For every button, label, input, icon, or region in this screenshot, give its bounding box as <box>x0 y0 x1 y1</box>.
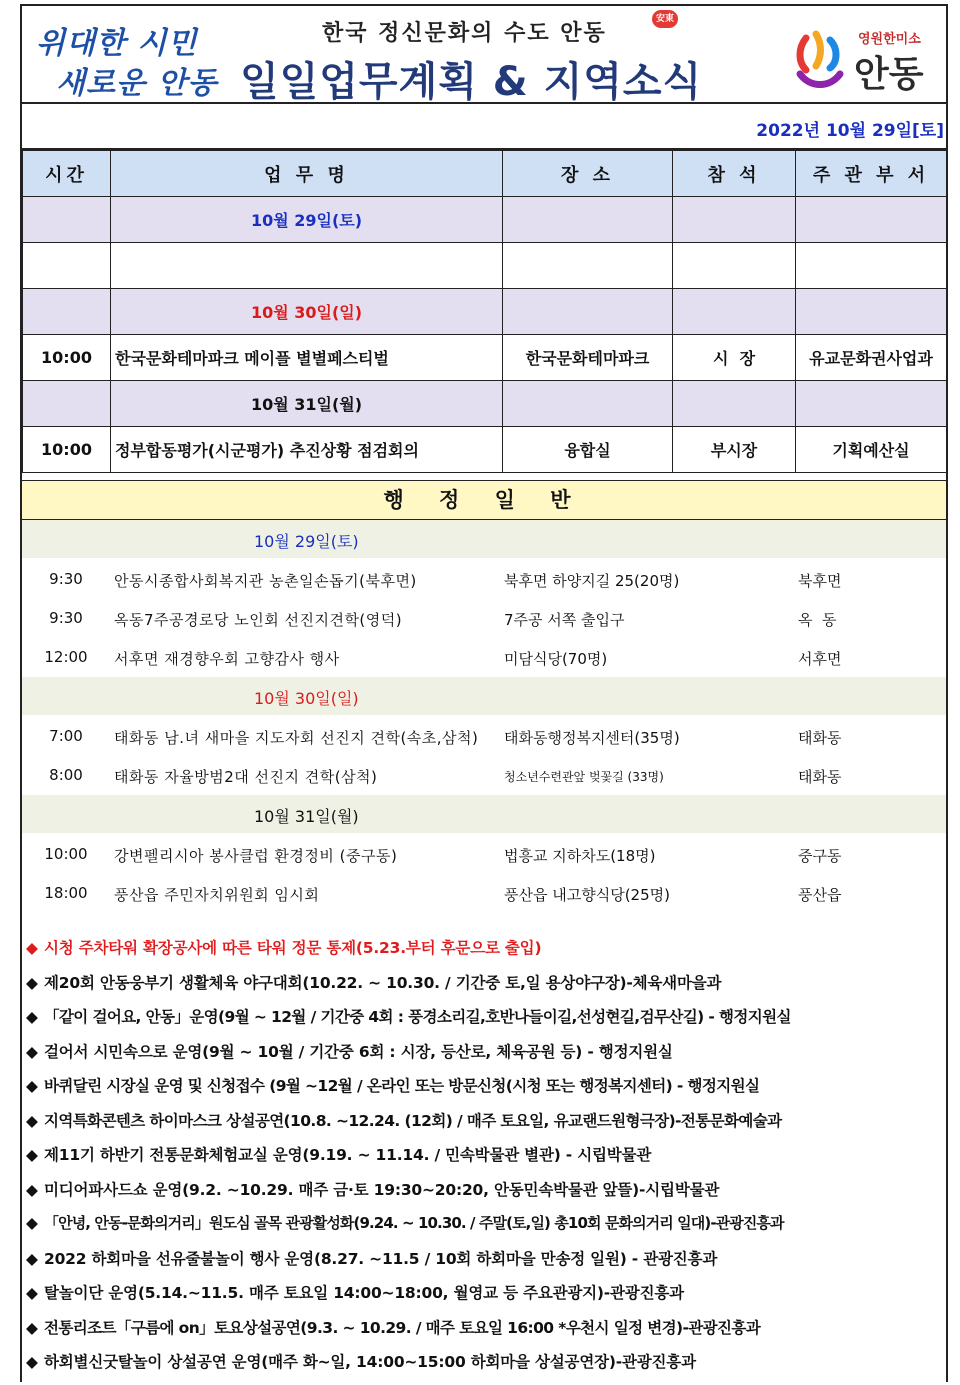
schedule-header-row <box>23 151 947 197</box>
diamond-bullet-icon: ◆ <box>26 1008 38 1026</box>
admin-row <box>22 599 946 637</box>
day-label: 10월 30일(일) <box>111 289 503 335</box>
item-attend: 부시장 <box>673 427 796 473</box>
admin-event: 태화동 자율방범2대 선진지 견학(삼척) <box>114 768 378 786</box>
day-label: 10월 31일(월) <box>111 381 503 427</box>
admin-row <box>22 717 946 755</box>
admin-day-label: 10월 29일(토) <box>254 532 359 551</box>
admin-dept: 풍산읍 <box>798 886 842 904</box>
slogan <box>28 14 228 102</box>
notice-text: 바퀴달린 시장실 운영 및 신청접수 (9월 ~12월 / 온라인 또는 방문신청(시청 또는 행정복지센터) - 행정지원실 <box>44 1077 760 1095</box>
col-place: 장 소 <box>503 151 673 197</box>
schedule-day-row <box>23 289 947 335</box>
schedule-blank-row <box>23 243 947 289</box>
col-time: 시간 <box>23 151 111 197</box>
notice-text: 전통리조트「구름에 on」토요상설공연(9.3. ~ 10.29. / 매주 토요일 16:00 *우천시 일정 변경)-관광진흥과 <box>44 1318 761 1337</box>
admin-place: 법흥교 지하차도(18명) <box>504 847 656 865</box>
header <box>22 4 946 104</box>
day-label: 10월 29일(토) <box>111 197 503 243</box>
item-attend: 시 장 <box>673 335 796 381</box>
slogan-line-1: 위대한 시민 <box>36 26 198 61</box>
admin-row <box>22 638 946 676</box>
diamond-bullet-icon: ◆ <box>26 973 38 992</box>
notice-item <box>26 1005 946 1040</box>
notice-item <box>26 1040 946 1075</box>
admin-time: 18:00 <box>44 884 88 902</box>
admin-dept: 태화동 <box>798 729 842 747</box>
item-place: 한국문화테마파크 <box>503 335 673 381</box>
admin-time: 9:30 <box>49 570 83 588</box>
col-task: 업 무 명 <box>111 151 503 197</box>
notice-item <box>26 1109 946 1144</box>
logo-text: 안동 <box>854 54 924 95</box>
item-dept: 기획예산실 <box>796 427 947 473</box>
admin-time: 9:30 <box>49 609 83 627</box>
admin-dept: 옥 동 <box>798 611 837 629</box>
diamond-bullet-icon: ◆ <box>26 939 38 957</box>
admin-event: 서후면 재경향우회 고향감사 행사 <box>114 650 340 668</box>
diamond-bullet-icon: ◆ <box>26 1146 38 1164</box>
diamond-bullet-icon: ◆ <box>26 1111 38 1130</box>
notice-text: 걸어서 시민속으로 운영(9월 ~ 10월 / 기간중 6회 : 시장, 등산로, 체육공원 등) - 행정지원실 <box>44 1042 673 1061</box>
notice-text: 시청 주차타워 확장공사에 따른 타워 정문 통제(5.23.부터 후문으로 출입) <box>44 939 542 957</box>
notice-text: 제11기 하반기 전통문화체험교실 운영(9.19. ~ 11.14. / 민속박물관 별관) - 시립박물관 <box>44 1146 652 1164</box>
logo-tagline: 영원한미소 <box>858 32 921 47</box>
admin-row <box>22 560 946 598</box>
diamond-bullet-icon: ◆ <box>26 1284 38 1302</box>
notice-item <box>26 1212 946 1247</box>
admin-row <box>22 874 946 912</box>
notice-text: 지역특화콘텐츠 하이마스크 상설공연(10.8. ~12.24. (12회) / 매주 토요일, 유교랜드원형극장)-전통문화예술과 <box>44 1111 782 1130</box>
diamond-bullet-icon: ◆ <box>26 1180 38 1199</box>
item-task: 한국문화테마파크 메이플 별별페스티벌 <box>111 335 503 381</box>
admin-event: 태화동 남.녀 새마을 지도자회 선진지 견학(속초,삼척) <box>114 729 479 747</box>
notice-item <box>26 1281 946 1316</box>
admin-day-label: 10월 31일(월) <box>254 807 359 826</box>
notice-item <box>26 1143 946 1178</box>
admin-time: 8:00 <box>49 766 83 784</box>
notice-item <box>26 936 946 971</box>
notice-item <box>26 1350 946 1385</box>
diamond-bullet-icon: ◆ <box>26 1042 38 1061</box>
notice-list <box>26 936 946 1385</box>
admin-day-header <box>22 795 946 833</box>
subtitle: 한국 정신문화의 수도 안동 <box>322 21 607 46</box>
admin-place: 7주공 서쪽 출입구 <box>504 611 625 629</box>
schedule-item-row <box>23 335 947 381</box>
admin-event: 옥동7주공경로당 노인회 선진지견학(영덕) <box>114 611 403 629</box>
notice-text: 「안녕, 안동-문화의거리」원도심 골목 관광활성화(9.24. ~ 10.30. / 주말(토,일) 총10회 문화의거리 일대)-관광진흥과 <box>44 1214 784 1232</box>
notice-item <box>26 1178 946 1213</box>
date-row <box>22 104 946 150</box>
admin-time: 10:00 <box>44 845 88 863</box>
admin-row <box>22 756 946 794</box>
admin-dept: 서후면 <box>798 650 842 668</box>
admin-time: 7:00 <box>49 727 83 745</box>
admin-event: 풍산읍 주민자치위원회 임시회 <box>114 886 320 904</box>
admin-day-header <box>22 677 946 715</box>
notice-item <box>26 1074 946 1109</box>
item-dept: 유교문화권사업과 <box>796 335 947 381</box>
col-attend: 참 석 <box>673 151 796 197</box>
item-place: 융합실 <box>503 427 673 473</box>
admin-place: 북후면 하양지길 25(20명) <box>504 572 680 590</box>
diamond-bullet-icon: ◆ <box>26 1214 38 1232</box>
page-title: 일일업무계획 & 지역소식 <box>240 59 703 105</box>
notice-text: 2022 하회마을 선유줄불놀이 행사 운영(8.27. ~11.5 / 10회 하회마을 만송정 일원) - 관광진흥과 <box>44 1249 718 1268</box>
admin-place: 풍산읍 내고향식당(25명) <box>504 886 670 904</box>
schedule-table <box>22 150 947 473</box>
admin-dept: 북후면 <box>798 572 842 590</box>
diamond-bullet-icon: ◆ <box>26 1318 38 1337</box>
seal-stamp: 安東 <box>652 10 678 28</box>
notice-item <box>26 1316 946 1351</box>
item-time: 10:00 <box>23 427 111 473</box>
notice-text: 제20회 안동웅부기 생활체육 야구대회(10.22. ~ 10.30. / 기간중 토,일 용상야구장)-체육새마을과 <box>44 973 722 992</box>
admin-place: 태화동행정복지센터(35명) <box>504 729 680 747</box>
admin-section-heading: 행 정 일 반 <box>22 480 946 520</box>
notice-item <box>26 971 946 1006</box>
andong-logo <box>792 16 942 100</box>
notice-item <box>26 1247 946 1282</box>
smile-logo-icon <box>792 26 848 92</box>
document <box>20 4 948 1382</box>
item-time: 10:00 <box>23 335 111 381</box>
schedule-item-row <box>23 427 947 473</box>
diamond-bullet-icon: ◆ <box>26 1077 38 1095</box>
admin-day-header <box>22 520 946 558</box>
notice-text: 「같이 걸어요, 안동」운영(9월 ~ 12월 / 기간중 4회 : 풍경소리길,호반나들이길,선성현길,검무산길) - 행정지원실 <box>44 1008 791 1026</box>
admin-place: 청소년수련관앞 벚꽃길 (33명) <box>504 770 664 784</box>
admin-dept: 중구동 <box>798 847 842 865</box>
notice-text: 미디어파사드쇼 운영(9.2. ~10.29. 매주 금·토 19:30~20:20, 안동민속박물관 앞뜰)-시립박물관 <box>44 1180 720 1199</box>
schedule-day-row <box>23 381 947 427</box>
notice-text: 하회별신굿탈놀이 상설공연 운영(매주 화~일, 14:00~15:00 하회마을 상설공연장)-관광진흥과 <box>44 1353 696 1371</box>
report-date: 2022년 10월 29일[토] <box>756 121 944 141</box>
admin-time: 12:00 <box>44 648 88 666</box>
item-task: 정부합동평가(시군평가) 추진상황 점검회의 <box>111 427 503 473</box>
diamond-bullet-icon: ◆ <box>26 1249 38 1268</box>
diamond-bullet-icon: ◆ <box>26 1353 38 1371</box>
admin-event: 안동시종합사회복지관 농촌일손돕기(북후면) <box>114 572 417 590</box>
notice-text: 탈놀이단 운영(5.14.~11.5. 매주 토요일 14:00~18:00, 월영교 등 주요관광지)-관광진흥과 <box>44 1284 684 1302</box>
admin-dept: 태화동 <box>798 768 842 786</box>
slogan-line-2: 새로운 안동 <box>56 66 218 101</box>
admin-row <box>22 835 946 873</box>
admin-day-label: 10월 30일(일) <box>254 689 359 708</box>
admin-event: 강변펠리시아 봉사클럽 환경정비 (중구동) <box>114 847 398 865</box>
schedule-day-row <box>23 197 947 243</box>
col-dept: 주 관 부 서 <box>796 151 947 197</box>
admin-place: 미담식당(70명) <box>504 650 608 668</box>
